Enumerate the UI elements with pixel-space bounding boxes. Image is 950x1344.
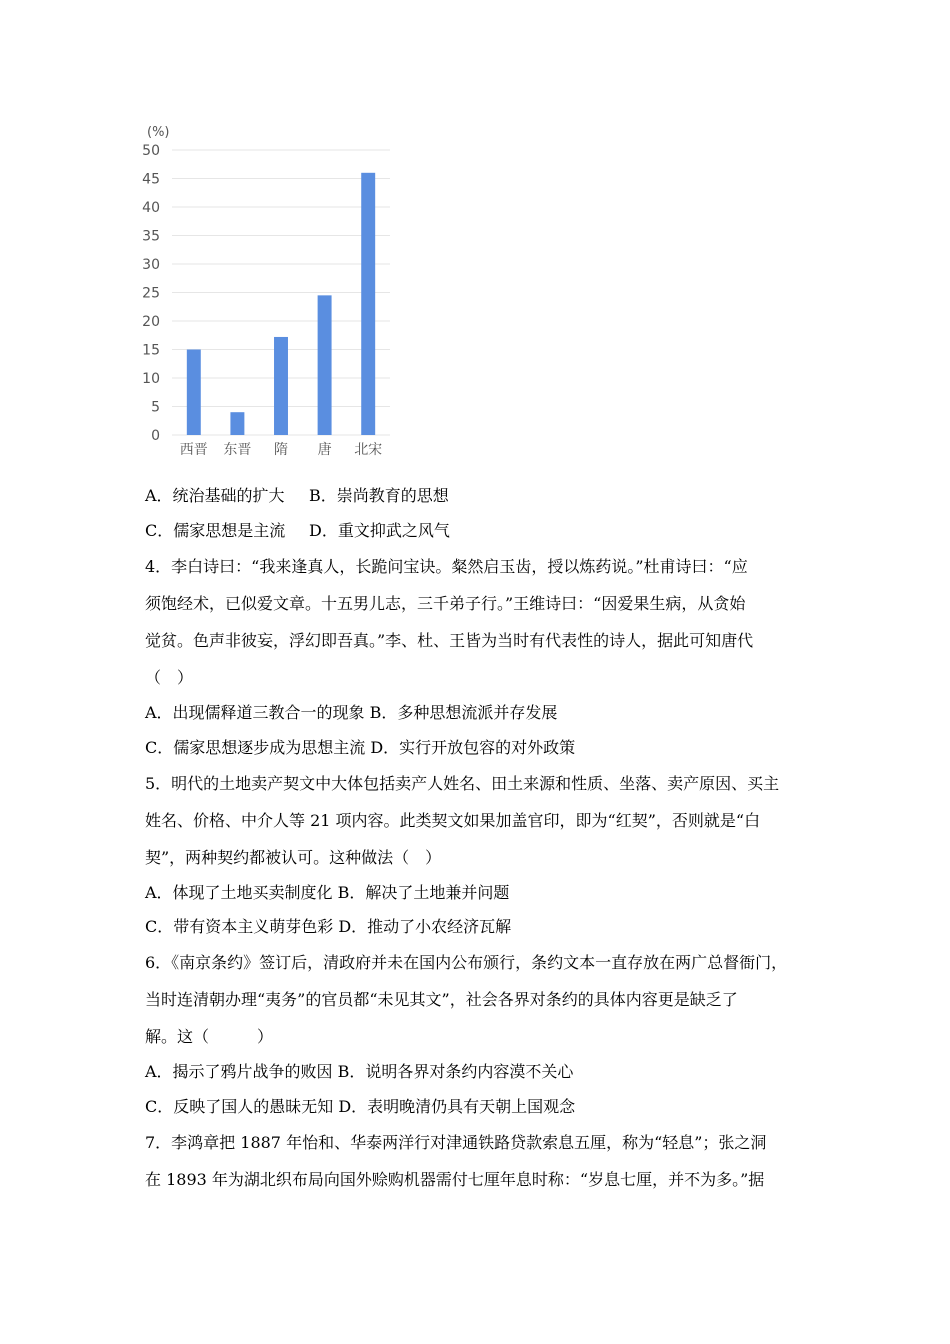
chart-bars <box>187 173 375 435</box>
y-tick-label: 35 <box>142 228 160 245</box>
q4-stem-line-1: 4．李白诗曰：“我来逢真人，长跪问宝诀。粲然启玉齿，授以炼药说。”杜甫诗曰：“应 <box>145 557 748 576</box>
x-category-label: 北宋 <box>354 442 383 458</box>
y-tick-label: 30 <box>142 257 160 273</box>
q6-options-cd[interactable]: C．反映了国人的愚昧无知 D．表明晚清仍具有天朝上国观念 <box>145 1097 576 1116</box>
y-tick-label: 5 <box>151 399 160 416</box>
q6-stem-line-1: 6．《南京条约》签订后，清政府并未在国内公布颁行，条约文本一直存放在两广总督衙门， <box>145 953 788 972</box>
q6-stem-line-2: 当时连清朝办理“夷务”的官员都“未见其文”，社会各界对条约的具体内容更是缺乏了 <box>145 990 738 1009</box>
q5-options-cd[interactable]: C．带有资本主义萌芽色彩 D．推动了小农经济瓦解 <box>145 917 512 936</box>
q7-stem-line-2: 在 1893 年为湖北织布局向国外赊购机器需付七厘年息时称：“岁息七厘，并不为多。”据 <box>145 1170 765 1189</box>
q5-stem-line-1: 5．明代的土地卖产契文中大体包括卖产人姓名、田土来源和性质、坐落、卖产原因、买主 <box>145 774 780 793</box>
q5-options-ab[interactable]: A．体现了土地买卖制度化 B．解决了土地兼并问题 <box>145 883 510 902</box>
q4-stem-line-2: 须饱经术，已似爱文章。十五男儿志，三千弟子行。”王维诗曰：“因爱果生病，从贪始 <box>145 594 746 613</box>
bar-5 <box>361 173 375 435</box>
bar-2 <box>230 412 244 435</box>
x-category-label: 唐 <box>317 442 332 458</box>
q6-stem-line-3: 解。这（ ） <box>145 1027 274 1046</box>
y-tick-label: 10 <box>142 371 160 387</box>
bar-3 <box>274 337 288 435</box>
y-tick-label: 40 <box>142 200 160 216</box>
x-axis-categories <box>180 442 382 458</box>
q3-options-row-2 <box>145 521 450 541</box>
y-tick-label: 45 <box>142 171 160 188</box>
bar-4 <box>318 295 332 435</box>
q7-stem-line-1: 7．李鸿章把 1887 年怡和、华泰两洋行对津通铁路贷款索息五厘，称为“轻息”；张之洞 <box>145 1133 767 1152</box>
q5-stem-line-3: 契”，两种契约都被认可。这种做法（ ） <box>145 848 442 867</box>
q5-stem-line-2: 姓名、价格、中介人等 21 项内容。此类契文如果加盖官印，即为“红契”，否则就是“白 <box>145 811 761 830</box>
q3-option-d[interactable]: D．重文抑武之风气 <box>309 521 450 540</box>
y-tick-label: 25 <box>142 285 160 302</box>
q4-options-ab[interactable]: A．出现儒释道三教合一的现象 B．多种思想流派并存发展 <box>145 703 558 722</box>
x-category-label: 东晋 <box>223 442 252 458</box>
q3-option-a[interactable]: A．统治基础的扩大 <box>145 486 285 505</box>
y-tick-label: 0 <box>151 428 160 444</box>
q4-options-cd[interactable]: C．儒家思想逐步成为思想主流 D．实行开放包容的对外政策 <box>145 738 576 757</box>
q3-options-row-1 <box>145 486 449 506</box>
q3-option-c[interactable]: C．儒家思想是主流 <box>145 521 286 540</box>
bar-chart <box>138 120 408 465</box>
q6-options-ab[interactable]: A．揭示了鸦片战争的败因 B．说明各界对条约内容漠不关心 <box>145 1062 574 1081</box>
y-tick-label: 15 <box>142 342 160 359</box>
bar-1 <box>187 350 201 436</box>
y-tick-label: 20 <box>142 314 160 330</box>
y-tick-label: 50 <box>142 143 160 159</box>
y-axis-unit-label: (%) <box>147 125 170 140</box>
q4-answer-blank: （ ） <box>145 668 194 687</box>
q3-option-b[interactable]: B．崇尚教育的思想 <box>309 486 449 505</box>
x-category-label: 隋 <box>274 442 288 458</box>
y-axis-ticks <box>142 143 160 444</box>
q4-stem-line-3: 觉贫。色声非彼妄，浮幻即吾真。”李、杜、王皆为当时有代表性的诗人，据此可知唐代 <box>145 631 754 650</box>
x-category-label: 西晋 <box>179 442 208 458</box>
